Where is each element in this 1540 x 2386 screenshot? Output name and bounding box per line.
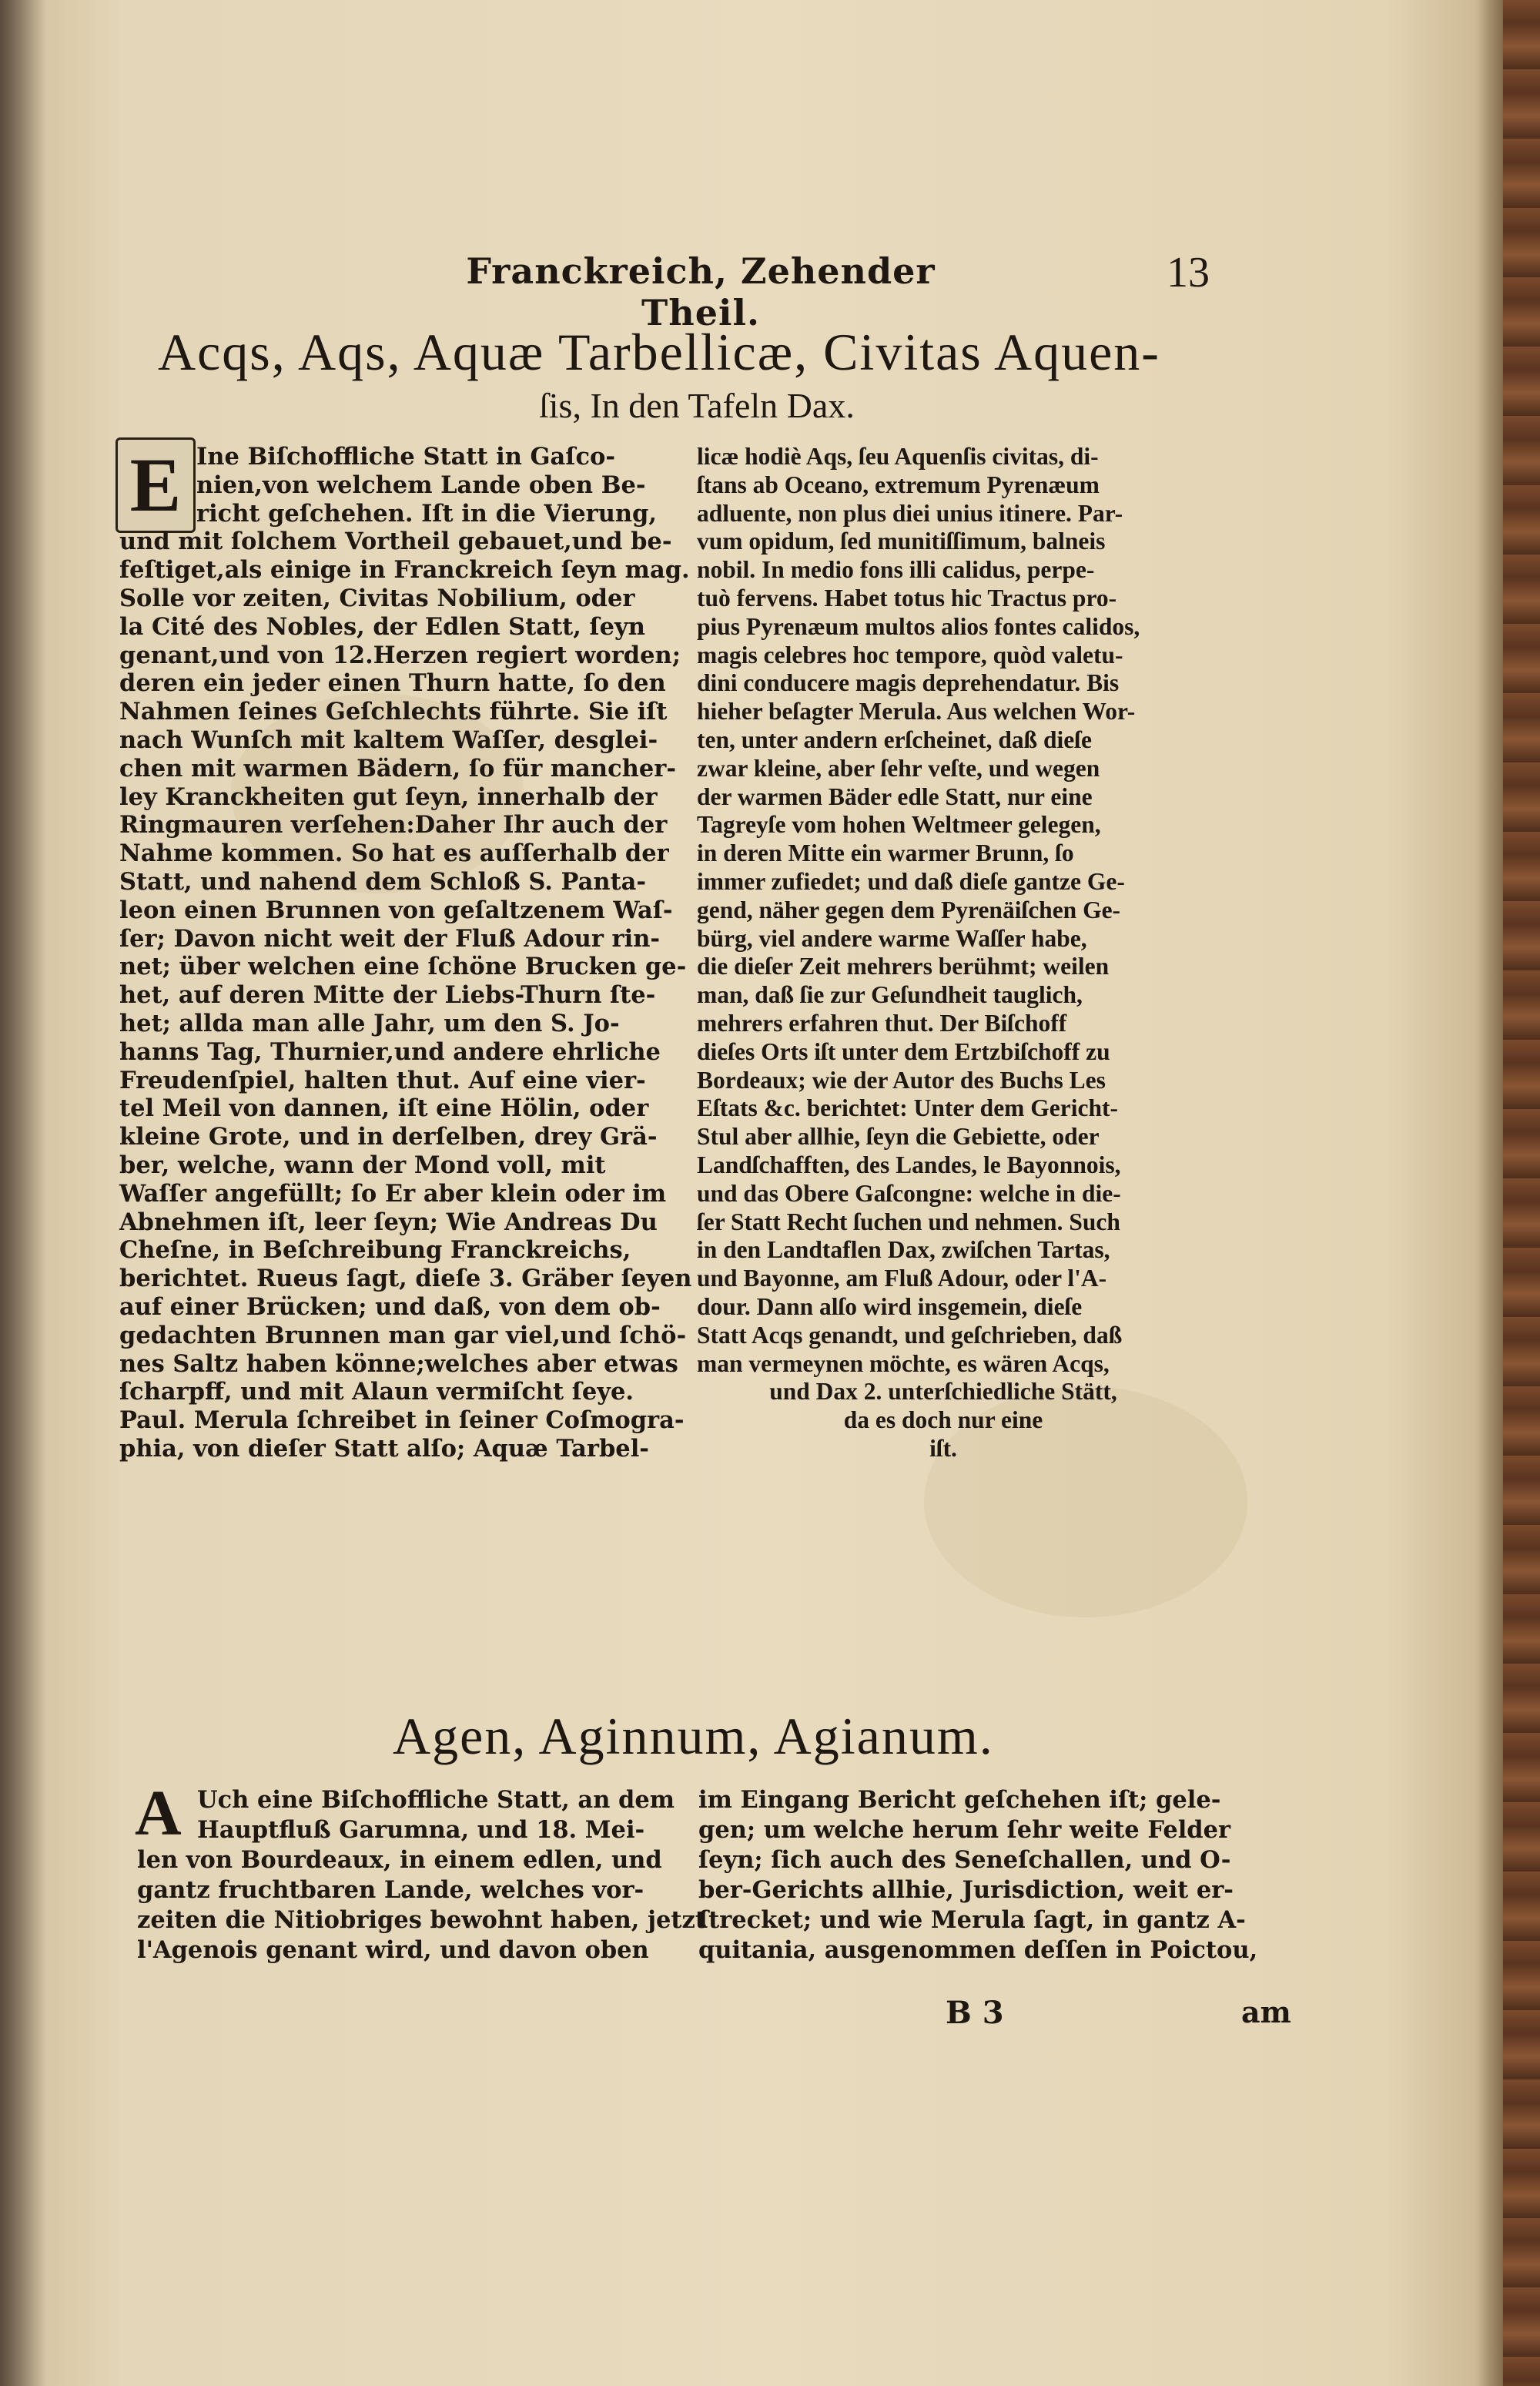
text-line: l'Agenois genant wird, und davon oben (137, 1936, 649, 1964)
running-title: Franckreich, Zehender Theil. (466, 250, 936, 333)
text-line: Statt Acqs genandt, und geſchrieben, daß (697, 1321, 1123, 1349)
text-line: licæ hodiè Aqs, ſeu Aquenſis civitas, di- (697, 443, 1099, 470)
text-line: in deren Mitte ein warmer Brunn, ſo (697, 839, 1074, 867)
text-line: nobil. In medio fons illi calidus, perpe- (697, 556, 1095, 584)
text-line: da es doch nur eine (843, 1406, 1043, 1434)
agen-left-column (135, 1778, 706, 1965)
text-line: ſtans ab Oceano, extremum Pyrenæum (697, 471, 1100, 498)
text-line: und das Obere Gaſcongne: welche in die- (697, 1179, 1121, 1207)
text-line: Waſſer angefüllt; ſo Er aber klein oder im (119, 1179, 667, 1208)
text-line: bürg, viel andere warme Waſſer habe, (697, 924, 1087, 952)
text-line: im Eingang Bericht geſchehen iſt; gele- (698, 1786, 1221, 1814)
text-line: zeiten die Nitiobriges bewohnt haben, jetzt (137, 1906, 706, 1934)
text-line: len von Bourdeaux, in einem edlen, und (137, 1846, 662, 1874)
text-line: mehrers erfahren thut. Der Biſchoff (697, 1009, 1067, 1037)
text-line: vum opidum, ſed munitiſſimum, balneis (697, 528, 1106, 555)
text-line: Statt, und nahend dem Schloß S. Panta- (119, 867, 647, 896)
text-line: net; über welchen eine ſchöne Brucken ge- (119, 953, 687, 981)
section-heading-agen: Agen, Aginnum, Agianum. (393, 1707, 994, 1765)
text-line: tuò fervens. Habet totus hic Tractus pro- (697, 584, 1117, 612)
text-line: man, daß ſie zur Geſundheit tauglich, (697, 981, 1083, 1009)
gathering-signature: B 3 (946, 1995, 1004, 2031)
text-line: ley Kranckheiten gut ſeyn, innerhalb der (119, 782, 658, 811)
text-line: hanns Tag, Thurnier,und andere ehrliche (119, 1037, 661, 1066)
text-line: nien,von welchem Lande oben Be- (196, 471, 646, 499)
text-line: dieſes Orts iſt unter dem Ertzbiſchoff zu (697, 1037, 1110, 1065)
text-line: kleine Grote, und in derſelben, drey Grä- (119, 1123, 658, 1151)
decorated-initial: A (135, 1778, 182, 1849)
text-line: chen mit warmen Bädern, ſo für mancher- (119, 754, 676, 782)
agen-right-column (698, 1785, 1257, 1965)
text-line: man vermeynen möchte, es wären Acqs, (697, 1349, 1110, 1377)
text-line: pius Pyrenæum multos alios fontes calidos, (697, 612, 1140, 640)
text-line: gen; um welche herum ſehr weite Felder (698, 1816, 1231, 1844)
text-line: Nahmen ſeines Geſchlechts führte. Sie iſt (119, 698, 668, 726)
catchword: am (1241, 1995, 1291, 2029)
text-line: feſtiget,als einige in Franckreich ſeyn mag. (119, 556, 690, 585)
text-line: Abnehmen iſt, leer ſeyn; Wie Andreas Du (119, 1208, 658, 1236)
text-line: richt geſchehen. Iſt in die Vierung, (196, 499, 657, 528)
text-line: Nahme kommen. So hat es auſſerhalb der (119, 839, 669, 868)
text-line: adluente, non plus diei unius itinere. Par- (697, 499, 1123, 527)
text-line: Hauptfluß Garumna, und 18. Mei- (197, 1816, 645, 1844)
text-line: Bordeaux; wie der Autor des Buchs Les (697, 1066, 1106, 1094)
text-line: und mit ſolchem Vortheil gebauet,und be- (119, 528, 672, 556)
text-line: hieher beſagter Merula. Aus welchen Wor- (697, 698, 1136, 726)
text-line: phia, von dieſer Statt alſo; Aquæ Tarbel- (119, 1434, 649, 1463)
text-line: genant,und von 12.Herzen regiert worden; (119, 641, 681, 669)
text-line: magis celebres hoc tempore, quòd valetu- (697, 641, 1123, 669)
text-line: Eſtats &c. berichtet: Unter dem Gericht- (697, 1094, 1118, 1122)
text-line: tel Meil von dannen, iſt eine Hölin, oder (119, 1094, 649, 1123)
text-line: gantz fruchtbaren Lande, welches vor- (137, 1876, 644, 1904)
text-line: Landſchafften, des Landes, le Bayonnois, (697, 1151, 1121, 1178)
text-line: ſeyn; ſich auch des Seneſchallen, und O- (698, 1846, 1231, 1874)
text-line: Uch eine Biſchoffliche Statt, an dem (197, 1786, 675, 1814)
text-line: ſer Statt Recht ſuchen und nehmen. Such (697, 1208, 1120, 1235)
text-line: la Cité des Nobles, der Edlen Statt, ſeyn (119, 612, 645, 641)
text-line: und Bayonne, am Fluß Adour, oder l'A- (697, 1265, 1107, 1292)
text-line: dour. Dann alſo wird insgemein, dieſe (697, 1292, 1083, 1320)
text-line: iſt. (929, 1434, 957, 1462)
text-line: deren ein jeder einen Thurn hatte, ſo den (119, 669, 666, 698)
decorated-initial: E (116, 437, 196, 533)
text-line: nach Wunſch mit kaltem Waſſer, desglei- (119, 726, 658, 754)
text-line: ſer; Davon nicht weit der Fluß Adour rin- (119, 924, 661, 953)
text-line: der warmen Bäder edle Statt, nur eine (697, 782, 1093, 810)
text-line: in den Landtaflen Dax, zwiſchen Tartas, (697, 1236, 1110, 1264)
text-line: gend, näher gegen dem Pyrenäiſchen Ge- (697, 896, 1121, 923)
text-line: und Dax 2. unterſchiedliche Stätt, (769, 1378, 1117, 1406)
text-line: zwar kleine, aber ſehr veſte, und wegen (697, 754, 1100, 782)
text-line: die dieſer Zeit mehrers berühmt; weilen (697, 953, 1110, 980)
page-number: 13 (1167, 249, 1210, 297)
text-line: berichtet. Rueus ſagt, dieſe 3. Gräber ſeyen (119, 1265, 692, 1293)
acqs-left-column (119, 443, 691, 1463)
text-line: Ringmauren verſehen:Daher Ihr auch der (119, 811, 668, 839)
text-line: Stul aber allhie, ſeyn die Gebiette, oder (697, 1123, 1100, 1151)
text-line: Ine Biſchoffliche Statt in Gaſco- (196, 443, 616, 471)
text-line: auf einer Brücken; und daß, von dem ob- (119, 1292, 661, 1321)
text-line: ſtrecket; und wie Merula ſagt, in gantz A- (698, 1906, 1246, 1934)
text-line: Cheſne, in Beſchreibung Franckreichs, (119, 1236, 631, 1265)
text-line: gedachten Brunnen man gar viel,und ſchö- (119, 1321, 687, 1349)
text-line: Solle vor zeiten, Civitas Nobilium, oder (119, 584, 635, 612)
text-line: immer zufiedet; und daß dieſe gantze Ge- (697, 867, 1125, 895)
text-line: het; allda man alle Jahr, um den S. Jo- (119, 1009, 620, 1037)
text-line: ſcharpff, und mit Alaun vermiſcht ſeye. (119, 1378, 634, 1406)
text-line: Paul. Merula ſchreibet in ſeiner Coſmogra- (119, 1406, 685, 1435)
section-heading-acqs-continued: ſis, In den Tafeln Dax. (539, 386, 855, 425)
text-line: ten, unter andern erſcheinet, daß dieſe (697, 726, 1093, 753)
text-line: ber-Gerichts allhie, Jurisdiction, weit er- (698, 1876, 1234, 1904)
text-line: het, auf deren Mitte der Liebs-Thurn ſte- (119, 981, 656, 1010)
text-line: leon einen Brunnen von geſaltzenem Waſ- (119, 896, 673, 924)
text-line: dini conducere magis deprehendatur. Bis (697, 669, 1120, 697)
acqs-right-column (697, 443, 1190, 1463)
text-line: ber, welche, wann der Mond voll, mit (119, 1151, 606, 1179)
text-line: nes Saltz haben könne;welches aber etwas (119, 1349, 678, 1378)
text-line: Tagreyſe vom hohen Weltmeer gelegen, (697, 811, 1101, 839)
section-heading-acqs: Acqs, Aqs, Aquæ Tarbellicæ, Civitas Aquen- (158, 323, 1160, 381)
text-line: Freudenſpiel, halten thut. Auf eine vier- (119, 1066, 646, 1094)
text-line: quitania, ausgenommen deſſen in Poictou, (698, 1936, 1258, 1964)
